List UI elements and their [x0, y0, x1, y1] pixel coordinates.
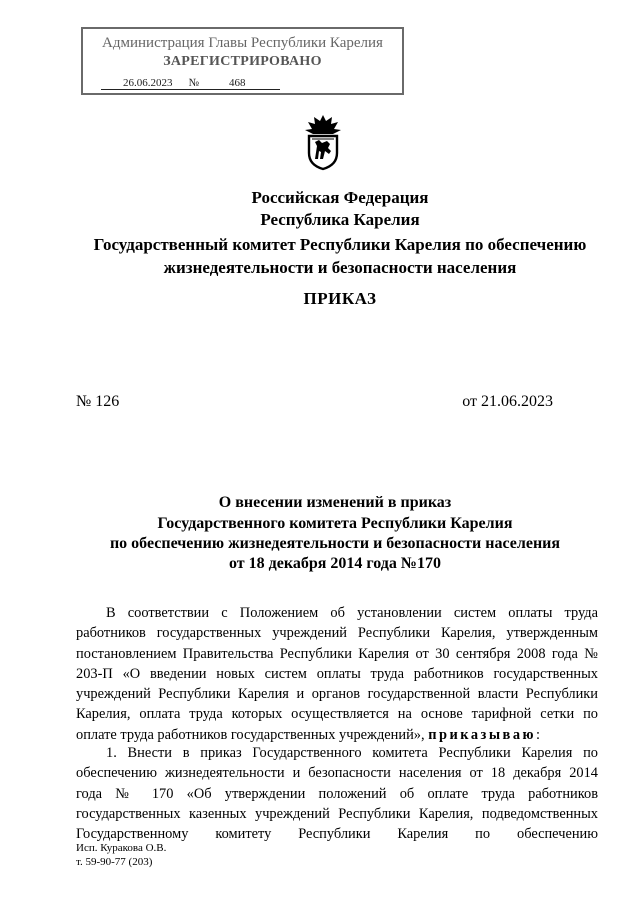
colon: : [536, 726, 541, 743]
body-line: В соответствии с Положением об установлении систем оплаты труда [106, 605, 598, 621]
subject-line-2: Государственного комитета Республики Карелия [157, 515, 513, 532]
body-line: учреждений Республики Карелия и органов государственной власти Республики [76, 686, 598, 703]
body-line: государственных казенных учреждений Республики Карелия, подведомственных [76, 805, 598, 822]
subject-line-1: О внесении изменений в приказ [218, 494, 452, 511]
stamp-number: 468 [201, 77, 280, 90]
order-date: от 21.06.2023 [462, 393, 553, 410]
executor-name: Исп. Куракова О.В. [76, 842, 167, 854]
body-line: года № 170 «Об утверждении положений об оплате труда работников [76, 785, 598, 802]
subject-line-3: по обеспечению жизнедеятельности и безопасности населения [109, 535, 561, 552]
body-line: Карелия, оплата труда которых осуществляется на основе тарифной сетки по [76, 706, 598, 723]
header-committee-line1: Государственный комитет Республики Карелия по обеспечению [93, 235, 587, 254]
stamp-organization: Администрация Главы Республики Карелия [102, 35, 383, 51]
header-country: Российская Федерация [251, 188, 429, 207]
stamp-number-label: № [188, 77, 199, 89]
coat-of-arms-karelia-icon [303, 113, 343, 171]
body-line: Государственному комитету Республики Карелия по обеспечению [76, 826, 598, 843]
body-line: 203-П «О введении новых систем оплаты труда работников государственных [76, 665, 598, 682]
stamp-registration-line [101, 77, 280, 90]
body-paragraph-2 [76, 743, 598, 844]
subject-line-4: от 18 декабря 2014 года №170 [229, 555, 441, 572]
body-line-text: оплате труда работников государственных учреждений», [76, 726, 425, 743]
registration-stamp [81, 27, 404, 95]
executor-phone: т. 59-90-77 (203) [76, 856, 153, 868]
body-line: постановлением Правительства Республики Карелия от 30 сентября 2008 года № [76, 645, 598, 662]
document-type: ПРИКАЗ [303, 289, 377, 308]
body-line: 1. Внести в приказ Государственного комитета Республики Карелия по [106, 745, 598, 761]
stamp-registered: ЗАРЕГИСТРИРОВАНО [163, 54, 322, 69]
executor-info [76, 841, 166, 869]
header-committee-line2: жизнедеятельности и безопасности населения [163, 258, 517, 277]
order-number: № 126 [76, 393, 120, 410]
stamp-date: 26.06.2023 [101, 77, 187, 90]
order-verb: приказываю [428, 726, 537, 743]
body-line: работников государственных учреждений Республики Карелия, утвержденным [76, 625, 598, 642]
header-republic: Республика Карелия [260, 210, 420, 229]
body-paragraph-1 [76, 603, 598, 745]
body-line: обеспечению жизнедеятельности и безопасности населения от 18 декабря 2014 [76, 765, 598, 782]
